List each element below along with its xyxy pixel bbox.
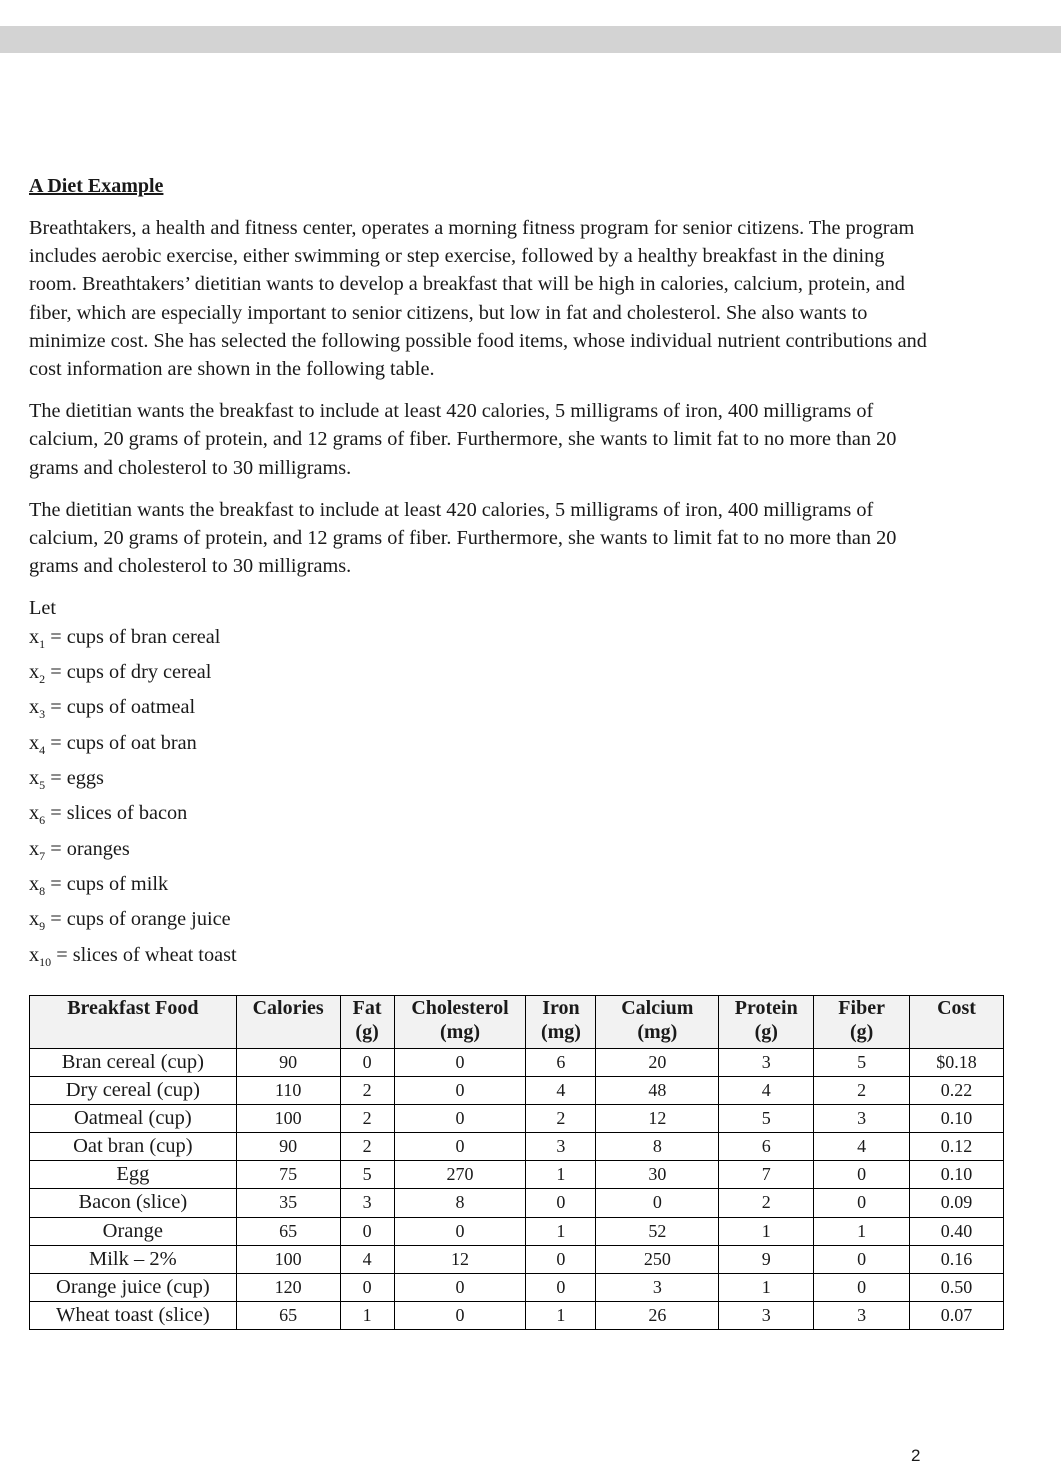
- variable-symbol: x: [29, 943, 40, 966]
- table-cell: 120: [236, 1273, 340, 1301]
- table-row: [30, 1049, 1004, 1077]
- table-row: [30, 1189, 1004, 1217]
- column-header-unit: (g): [355, 1021, 379, 1043]
- table-cell: 90: [236, 1133, 340, 1161]
- column-header-label: Cholesterol: [411, 997, 509, 1019]
- table-cell: 12: [596, 1105, 719, 1133]
- table-cell: 3: [340, 1189, 394, 1217]
- variable-symbol: x: [29, 696, 40, 719]
- requirements-paragraph-repeat: The dietitian wants the breakfast to include at least 420 calories, 5 milligrams of iron, 400 milligrams of calcium, 20 grams of protein, and 12 grams of fiber. Furthermore, she wants to limit fat to no more than 20 grams and cholesterol to 30 milligrams.: [29, 498, 897, 578]
- variable-symbol: x: [29, 731, 40, 754]
- table-cell: 2: [340, 1133, 394, 1161]
- column-header-unit: (g): [849, 1021, 874, 1043]
- table-cell: 0: [340, 1273, 394, 1301]
- column-header-label: Iron: [542, 997, 580, 1019]
- table-cell: 6: [719, 1133, 814, 1161]
- food-name-cell: Egg: [30, 1161, 237, 1189]
- table-cell: 0: [394, 1133, 526, 1161]
- table-cell: 0: [526, 1189, 596, 1217]
- table-body: [30, 1049, 1004, 1330]
- food-name-cell: Bran cereal (cup): [30, 1049, 237, 1077]
- table-cell: 30: [596, 1161, 719, 1189]
- table-cell: 12: [394, 1245, 526, 1273]
- table-cell: 0.40: [910, 1217, 1004, 1245]
- table-row: [30, 1245, 1004, 1273]
- table-cell: 9: [719, 1245, 814, 1273]
- requirements-paragraph: The dietitian wants the breakfast to include at least 420 calories, 5 milligrams of iron, 400 milligrams of calcium, 20 grams of protein, and 12 grams of fiber. Furthermore, she wants to limit fat to no more than 20 grams and cholesterol to 30 milligrams.: [29, 400, 897, 479]
- table-cell: 20: [596, 1049, 719, 1077]
- column-header-label: Cost: [937, 997, 976, 1019]
- table-cell: 1: [526, 1217, 596, 1245]
- table-cell: 5: [814, 1049, 910, 1077]
- table-cell: 1: [719, 1217, 814, 1245]
- table-cell: 0: [394, 1217, 526, 1245]
- variable-list: [29, 623, 929, 976]
- variable-definition: [29, 623, 929, 658]
- column-header-unit: (mg): [637, 1021, 678, 1043]
- table-cell: 2: [526, 1105, 596, 1133]
- variable-subscript: 4: [39, 742, 46, 757]
- table-cell: 0.10: [910, 1105, 1004, 1133]
- table-cell: 65: [236, 1301, 340, 1329]
- table-cell: 1: [340, 1301, 394, 1329]
- variable-description: = cups of oatmeal: [45, 696, 196, 719]
- intro-paragraph: Breathtakers, a health and fitness center, operates a morning fitness program for senior citizens. The program includes aerobic exercise, either swimming or step exercise, followed by a healthy breakfast in the dining room. Breathtakers’ dietitian wants to develop a breakfast that will be high in calories, calcium, protein, and fiber, which are especially important to senior citizens, but low in fat and cholesterol. She also wants to minimize cost. She has selected the following possible food items, whose individual nutrient contributions and cost information are shown in the following table.: [29, 217, 927, 381]
- variable-definition: [29, 941, 929, 976]
- table-cell: 8: [394, 1189, 526, 1217]
- variable-definition: [29, 870, 929, 905]
- variable-symbol: x: [29, 802, 40, 825]
- column-header-label: Protein: [734, 997, 798, 1019]
- table-cell: 65: [236, 1217, 340, 1245]
- food-name-cell: Oat bran (cup): [30, 1133, 237, 1161]
- variable-description: = eggs: [45, 767, 104, 790]
- table-cell: 0: [340, 1217, 394, 1245]
- table-cell: 3: [814, 1105, 910, 1133]
- column-header: [814, 996, 910, 1049]
- variable-definition: [29, 905, 929, 940]
- table-cell: 35: [236, 1189, 340, 1217]
- page-number: 2: [911, 1446, 921, 1465]
- table-cell: 6: [526, 1049, 596, 1077]
- table-cell: 4: [340, 1245, 394, 1273]
- variable-symbol: x: [29, 625, 40, 648]
- variable-subscript: 6: [39, 813, 46, 828]
- column-header: [910, 996, 1004, 1049]
- table-cell: 7: [719, 1161, 814, 1189]
- variable-description: = oranges: [45, 837, 130, 860]
- column-header-label: Calcium: [621, 997, 694, 1019]
- table-row: [30, 1077, 1004, 1105]
- table-cell: 100: [236, 1245, 340, 1273]
- food-name-cell: Orange: [30, 1217, 237, 1245]
- variable-definition: [29, 799, 929, 834]
- food-name-cell: Wheat toast (slice): [30, 1301, 237, 1329]
- table-cell: 52: [596, 1217, 719, 1245]
- column-header-unit: (mg): [440, 1021, 480, 1043]
- variable-description: = cups of dry cereal: [45, 661, 212, 684]
- variable-symbol: x: [29, 767, 40, 790]
- column-header-label: Breakfast Food: [67, 997, 199, 1019]
- table-cell: 0: [394, 1105, 526, 1133]
- column-header: [340, 996, 394, 1049]
- table-cell: 1: [814, 1217, 910, 1245]
- column-header: [526, 996, 596, 1049]
- table-cell: 26: [596, 1301, 719, 1329]
- table-cell: 3: [719, 1301, 814, 1329]
- variable-description: = slices of wheat toast: [51, 943, 237, 966]
- variable-subscript: 10: [39, 954, 52, 969]
- table-cell: 110: [236, 1077, 340, 1105]
- column-header: [30, 996, 237, 1049]
- table-cell: 8: [596, 1133, 719, 1161]
- top-gray-bar: [0, 26, 1061, 53]
- let-label: Let: [29, 597, 57, 620]
- table-cell: 4: [526, 1077, 596, 1105]
- table-cell: 0.09: [910, 1189, 1004, 1217]
- table-cell: 5: [719, 1105, 814, 1133]
- table-cell: 0: [526, 1273, 596, 1301]
- table-cell: 1: [526, 1161, 596, 1189]
- table-cell: $0.18: [910, 1049, 1004, 1077]
- column-header: [596, 996, 719, 1049]
- variable-subscript: 3: [39, 707, 46, 722]
- variable-symbol: x: [29, 661, 40, 684]
- table-row: [30, 1273, 1004, 1301]
- table-cell: 0: [814, 1189, 910, 1217]
- variable-subscript: 7: [39, 848, 46, 863]
- table-cell: 3: [814, 1301, 910, 1329]
- table-cell: 3: [596, 1273, 719, 1301]
- variable-definition: [29, 693, 929, 728]
- variable-definition: [29, 764, 929, 799]
- table-cell: 5: [340, 1161, 394, 1189]
- food-name-cell: Oatmeal (cup): [30, 1105, 237, 1133]
- table-row: [30, 1217, 1004, 1245]
- table-cell: 0: [394, 1301, 526, 1329]
- table-cell: 90: [236, 1049, 340, 1077]
- table-cell: 0: [814, 1273, 910, 1301]
- table-cell: 100: [236, 1105, 340, 1133]
- variable-subscript: 9: [39, 919, 46, 934]
- table-row: [30, 1105, 1004, 1133]
- nutrition-table: [29, 995, 1004, 1330]
- table-row: [30, 1161, 1004, 1189]
- table-cell: 3: [719, 1049, 814, 1077]
- table-cell: 0.16: [910, 1245, 1004, 1273]
- variable-subscript: 2: [39, 672, 46, 687]
- table-row: [30, 1301, 1004, 1329]
- table-cell: 0.07: [910, 1301, 1004, 1329]
- food-name-cell: Orange juice (cup): [30, 1273, 237, 1301]
- table-cell: 0: [526, 1245, 596, 1273]
- column-header: [394, 996, 526, 1049]
- variable-definitions: [29, 594, 929, 976]
- table-cell: 4: [814, 1133, 910, 1161]
- variable-description: = cups of orange juice: [45, 908, 231, 931]
- table-cell: 4: [719, 1077, 814, 1105]
- table-cell: 250: [596, 1245, 719, 1273]
- table-cell: 1: [526, 1301, 596, 1329]
- column-header-unit: (mg): [540, 1021, 581, 1043]
- variable-subscript: 8: [39, 884, 46, 899]
- table-cell: 2: [719, 1189, 814, 1217]
- table-cell: 0.22: [910, 1077, 1004, 1105]
- variable-definition: [29, 835, 929, 870]
- table-cell: 0: [394, 1049, 526, 1077]
- variable-definition: [29, 729, 929, 764]
- table-cell: 0: [814, 1161, 910, 1189]
- column-header: [719, 996, 814, 1049]
- table-cell: 3: [526, 1133, 596, 1161]
- variable-description: = cups of milk: [45, 873, 169, 896]
- food-name-cell: Bacon (slice): [30, 1189, 237, 1217]
- variable-description: = slices of bacon: [45, 802, 188, 825]
- table-cell: 0.10: [910, 1161, 1004, 1189]
- table-cell: 0: [394, 1273, 526, 1301]
- variable-symbol: x: [29, 908, 40, 931]
- column-header-unit: (g): [754, 1021, 778, 1043]
- column-header-label: Fat: [352, 997, 382, 1019]
- table-header-row: [30, 996, 1004, 1049]
- table-cell: 0: [340, 1049, 394, 1077]
- column-header-label: Calories: [252, 997, 324, 1019]
- variable-definition: [29, 658, 929, 693]
- table-cell: 48: [596, 1077, 719, 1105]
- variable-symbol: x: [29, 837, 40, 860]
- table-cell: 270: [394, 1161, 526, 1189]
- table-cell: 75: [236, 1161, 340, 1189]
- table-cell: 0.50: [910, 1273, 1004, 1301]
- document-body: [29, 172, 929, 976]
- variable-subscript: 5: [39, 778, 46, 793]
- variable-description: = cups of oat bran: [45, 731, 197, 754]
- food-name-cell: Dry cereal (cup): [30, 1077, 237, 1105]
- variable-subscript: 1: [39, 636, 46, 651]
- variable-description: = cups of bran cereal: [45, 625, 221, 648]
- food-name-cell: Milk – 2%: [30, 1245, 237, 1273]
- section-title: A Diet Example: [29, 175, 164, 197]
- table-row: [30, 1133, 1004, 1161]
- table-cell: 0: [596, 1189, 719, 1217]
- table-cell: 0: [394, 1077, 526, 1105]
- variable-symbol: x: [29, 873, 40, 896]
- table-cell: 2: [814, 1077, 910, 1105]
- column-header-label: Fiber: [838, 997, 885, 1019]
- table-cell: 2: [340, 1077, 394, 1105]
- table-cell: 1: [719, 1273, 814, 1301]
- column-header: [236, 996, 340, 1049]
- table-cell: 2: [340, 1105, 394, 1133]
- table-cell: 0.12: [910, 1133, 1004, 1161]
- table-cell: 0: [814, 1245, 910, 1273]
